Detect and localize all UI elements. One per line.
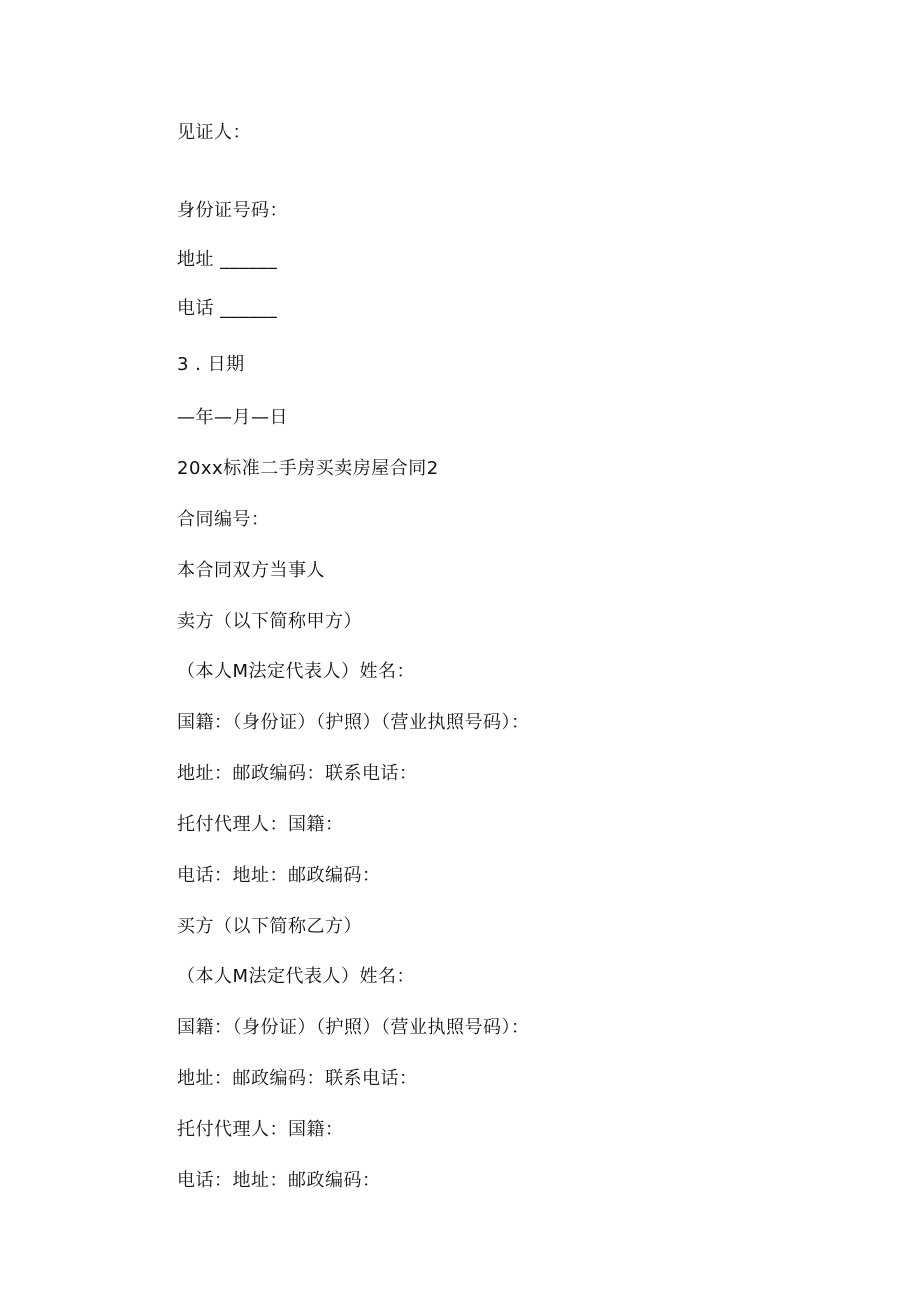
date-blank-line: —年—月—日 xyxy=(177,407,288,428)
seller-agent-label: 托付代理人：国籍： xyxy=(177,814,344,835)
section-date-heading: 3 . 日期 xyxy=(177,354,245,375)
contract-number-label: 合同编号： xyxy=(177,509,270,530)
parties-heading: 本合同双方当事人 xyxy=(177,560,325,581)
address-label: 地址 ______ xyxy=(177,249,278,270)
seller-name-label: （本人M法定代表人）姓名： xyxy=(177,661,416,682)
seller-address-label: 地址：邮政编码：联系电话： xyxy=(177,763,418,784)
buyer-agent-label: 托付代理人：国籍： xyxy=(177,1119,344,1140)
buyer-name-label: （本人M法定代表人）姓名： xyxy=(177,966,416,987)
buyer-heading: 买方（以下简称乙方） xyxy=(177,916,362,937)
seller-heading: 卖方（以下简称甲方） xyxy=(177,611,362,632)
id-number-label: 身份证号码： xyxy=(177,200,288,221)
buyer-address-label: 地址：邮政编码：联系电话： xyxy=(177,1068,418,1089)
witness-label: 见证人： xyxy=(177,122,251,143)
phone-label: 电话 ______ xyxy=(177,298,278,319)
seller-agent-contact-label: 电话：地址：邮政编码： xyxy=(177,865,381,886)
seller-nationality-label: 国籍：（身份证）（护照）（营业执照号码）： xyxy=(177,712,530,733)
buyer-agent-contact-label: 电话：地址：邮政编码： xyxy=(177,1170,381,1191)
buyer-nationality-label: 国籍：（身份证）（护照）（营业执照号码）： xyxy=(177,1017,530,1038)
contract-title: 20xx标准二手房买卖房屋合同2 xyxy=(177,458,439,479)
